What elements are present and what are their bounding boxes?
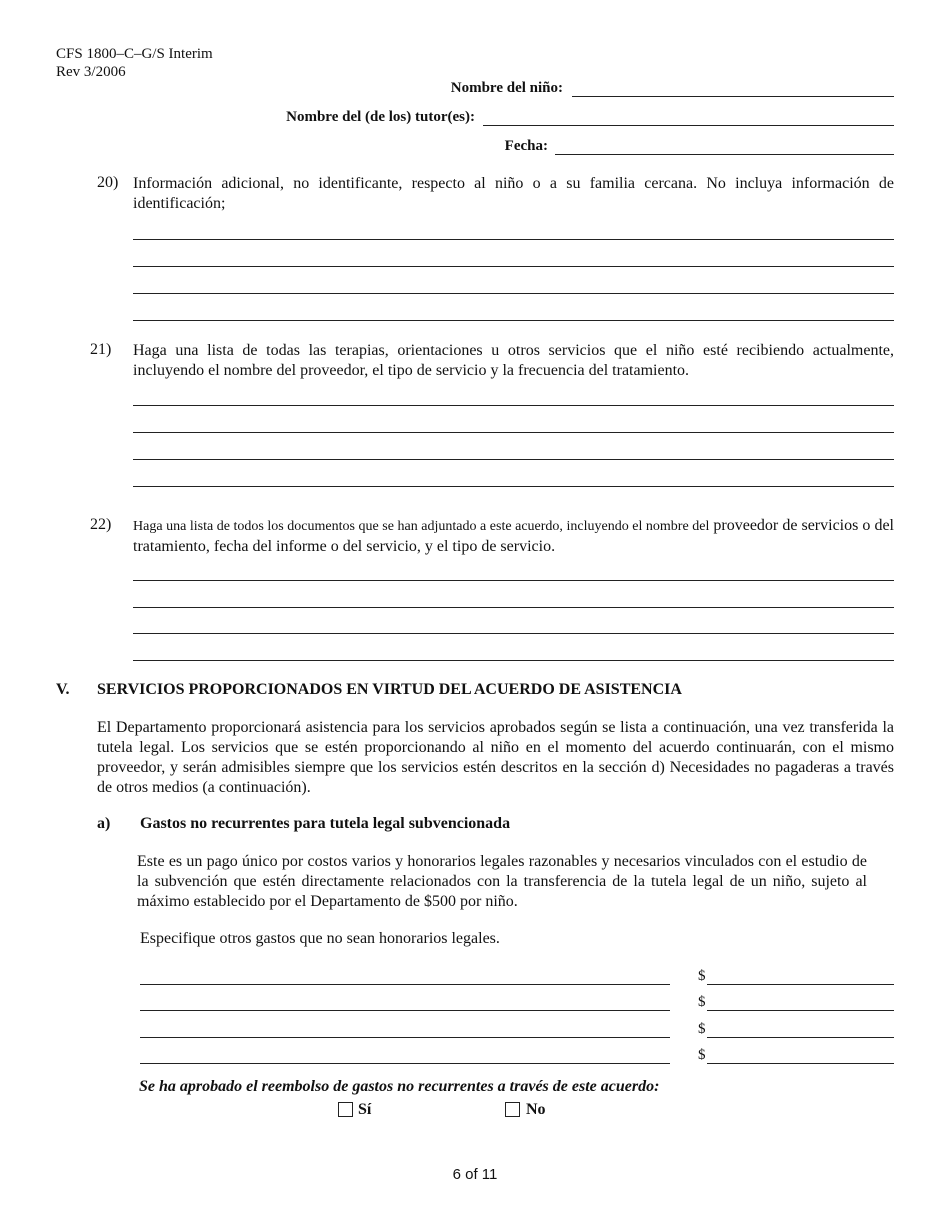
question-22-text	[133, 516, 894, 557]
question-21-answer-line[interactable]	[133, 432, 894, 433]
expenses-instruction: Especifique otros gastos que no sean honorarios legales.	[140, 930, 500, 947]
expense-description-field[interactable]	[140, 1010, 670, 1011]
expense-dollar-sign: $	[698, 968, 706, 984]
form-id: CFS 1800–C–G/S Interim	[56, 46, 213, 62]
expense-amount-field[interactable]	[707, 1063, 894, 1064]
question-20-number: 20)	[97, 174, 119, 191]
child-name-field[interactable]	[572, 96, 894, 97]
expense-amount-field[interactable]	[707, 1010, 894, 1011]
yes-checkbox[interactable]	[338, 1102, 353, 1117]
yes-label: Sí	[358, 1101, 372, 1118]
question-21-number: 21)	[90, 341, 112, 358]
expense-description-field[interactable]	[140, 984, 670, 985]
child-name-label: Nombre del niño:	[450, 80, 563, 96]
no-checkbox[interactable]	[505, 1102, 520, 1117]
question-22-answer-line[interactable]	[133, 580, 894, 581]
section-v-intro: El Departamento proporcionará asistencia para los servicios aprobados según se lista a continuación, una vez transferida la tutela legal. Los servicios que se estén proporcionando al niño en el momento del acuerdo continuarán, con el mismo proveedor, y serán admisibles siempre que los servicios estén descritos en la sección d) Necesidades no pagaderas a través de otros medios (a continuación).	[97, 719, 894, 796]
question-20-answer-line[interactable]	[133, 320, 894, 321]
expense-dollar-sign: $	[698, 1021, 706, 1037]
question-21-text: Haga una lista de todas las terapias, orientaciones u otros servicios que el niño esté recibiendo actualmente, incluyendo el nombre del proveedor, el tipo de servicio y la frecuencia del tratamiento.	[133, 342, 894, 379]
question-20-answer-line[interactable]	[133, 266, 894, 267]
expense-description-field[interactable]	[140, 1063, 670, 1064]
subsection-a-title: Gastos no recurrentes para tutela legal subvencionada	[140, 815, 511, 832]
question-22-text-part1: Haga una lista de todos los documentos que se han adjuntado a este acuerdo, incluyendo el nombre del	[133, 519, 710, 534]
form-revision: Rev 3/2006	[56, 64, 126, 80]
question-20-answer-line[interactable]	[133, 293, 894, 294]
approval-question: Se ha aprobado el reembolso de gastos no recurrentes a través de este acuerdo:	[139, 1078, 660, 1095]
date-label: Fecha:	[504, 138, 548, 154]
question-21-answer-line[interactable]	[133, 405, 894, 406]
question-21-answer-line[interactable]	[133, 459, 894, 460]
question-20-answer-line[interactable]	[133, 239, 894, 240]
expense-amount-field[interactable]	[707, 984, 894, 985]
section-v-number: V.	[56, 681, 70, 698]
question-20-text: Información adicional, no identificante, respecto al niño o a su familia cercana. No incluya información de identificación;	[133, 175, 894, 212]
guardians-name-label: Nombre del (de los) tutor(es):	[286, 109, 475, 125]
no-label: No	[526, 1101, 546, 1118]
section-v-title: SERVICIOS PROPORCIONADOS EN VIRTUD DEL ACUERDO DE ASISTENCIA	[97, 681, 682, 698]
date-field[interactable]	[555, 154, 894, 155]
question-22-answer-line[interactable]	[133, 607, 894, 608]
question-22-answer-line[interactable]	[133, 633, 894, 634]
guardians-name-field[interactable]	[483, 125, 894, 126]
expense-dollar-sign: $	[698, 994, 706, 1010]
expense-amount-field[interactable]	[707, 1037, 894, 1038]
expense-description-field[interactable]	[140, 1037, 670, 1038]
subsection-a-description: Este es un pago único por costos varios y honorarios legales razonables y necesarios vinculados con el estudio de la subvención que estén directamente relacionados con la transferencia de la tutela legal de un niño, sujeto al máximo establecido por el Departamento de $500 por niño.	[137, 853, 867, 910]
question-22-number: 22)	[90, 516, 112, 533]
question-22-text-part2: proveedor de servicios o del tratamiento, fecha del informe o del servicio, y el tipo de servicio.	[133, 517, 895, 555]
question-21-answer-line[interactable]	[133, 486, 894, 487]
question-22-answer-line[interactable]	[133, 660, 894, 661]
page-number: 6 of 11	[452, 1166, 498, 1183]
subsection-a-letter: a)	[97, 815, 111, 832]
expense-dollar-sign: $	[698, 1047, 706, 1063]
